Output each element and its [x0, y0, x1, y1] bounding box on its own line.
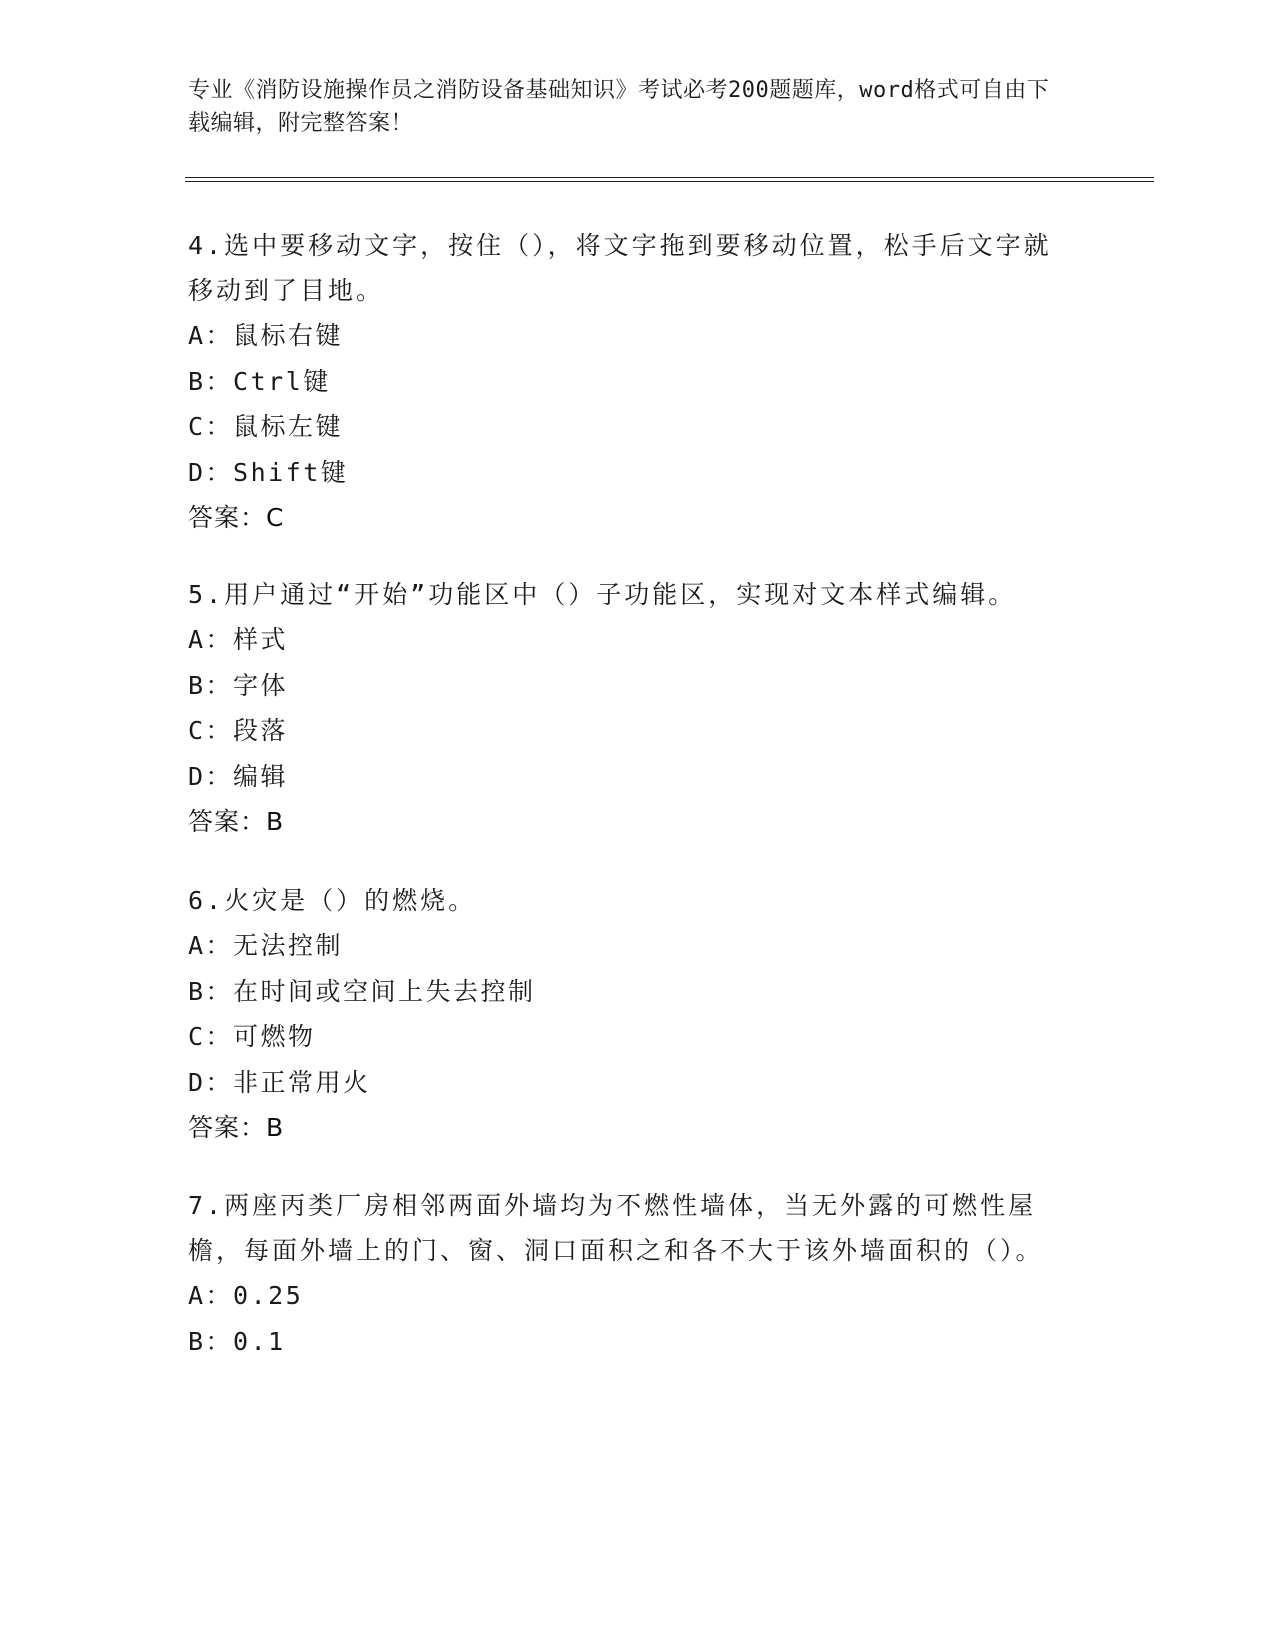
option-a: A：样式 — [188, 625, 289, 654]
option-c: C：鼠标左键 — [188, 412, 344, 441]
question-5 — [188, 572, 1058, 845]
header-divider — [185, 177, 1154, 182]
option-d: D：非正常用火 — [188, 1067, 371, 1097]
question-stem: 7.两座丙类厂房相邻两面外墙均为不燃性墙体，当无外露的可燃性屋檐，每面外墙上的门、窗、洞口面积之和各不大于该外墙面积的（）。 — [188, 1191, 1044, 1265]
option-d: D：编辑 — [188, 761, 289, 791]
question-stem: 6.火灾是（）的燃烧。 — [188, 886, 477, 915]
option-b: B：在时间或空间上失去控制 — [188, 976, 536, 1006]
option-c: C：可燃物 — [188, 1022, 316, 1051]
answer: 答案：C — [188, 503, 285, 532]
answer: 答案：B — [188, 1113, 285, 1142]
answer: 答案：B — [188, 807, 285, 836]
option-b: B：Ctrl键 — [188, 366, 331, 396]
option-d: D：Shift键 — [188, 457, 349, 487]
question-stem: 4.选中要移动文字，按住（），将文字拖到要移动位置，松手后文字就移动到了目地。 — [188, 231, 1052, 305]
question-7 — [188, 1183, 1058, 1364]
option-a: A：0.25 — [188, 1281, 304, 1310]
document-intro: 专业《消防设施操作员之消防设备基础知识》考试必考200题题库，word格式可自由下载编辑，附完整答案！ — [188, 78, 1050, 136]
option-b: B：0.1 — [188, 1326, 286, 1356]
option-c: C：段落 — [188, 716, 289, 745]
question-4 — [188, 223, 1058, 541]
option-a: A：无法控制 — [188, 931, 344, 960]
question-stem: 5.用户通过“开始”功能区中（）子功能区，实现对文本样式编辑。 — [188, 580, 1017, 609]
option-b: B：字体 — [188, 670, 289, 700]
option-a: A：鼠标右键 — [188, 321, 344, 350]
question-6 — [188, 878, 1058, 1151]
